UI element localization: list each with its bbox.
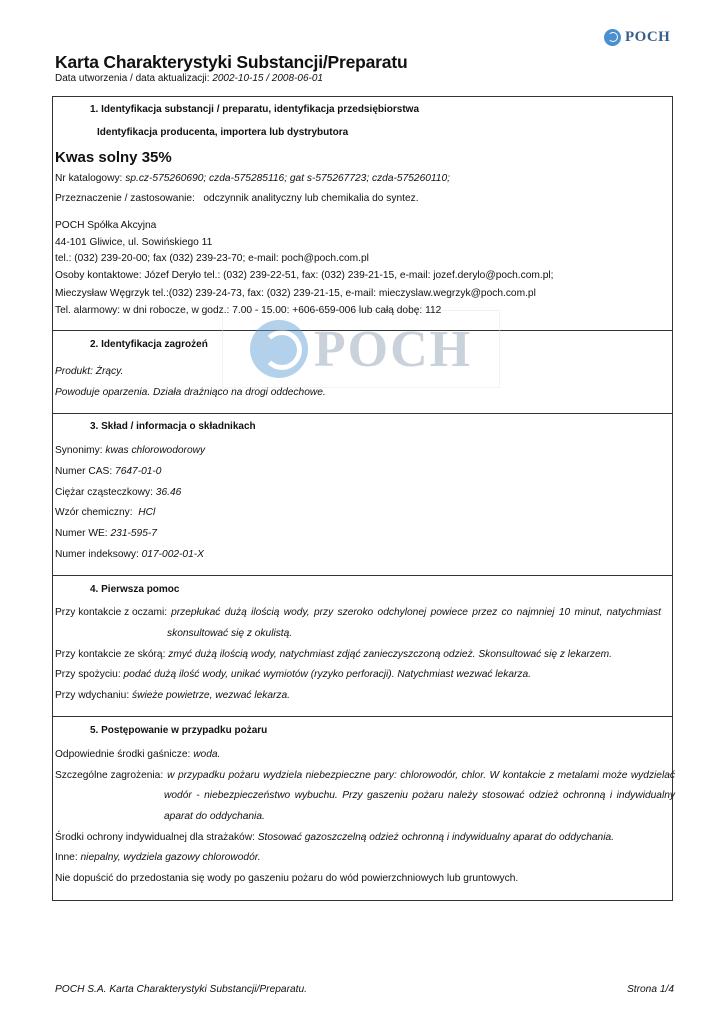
fire-other-value: niepalny, wydziela gazowy chlorowodór. [80, 852, 261, 863]
firefighter-ppe-value: Stosować gazoszczelną odzież ochronną i indywidualny aparat do oddychania. [257, 832, 614, 843]
fire-media [55, 749, 220, 760]
composition-row [55, 507, 155, 518]
composition-value: 36.46 [155, 487, 182, 498]
fire-other-label: Inne: [55, 852, 78, 863]
catalog-label: Nr katalogowy: [55, 173, 123, 184]
composition-value: 017-002-01-X [141, 549, 204, 560]
poch-logo-icon [604, 29, 621, 46]
watermark [222, 310, 500, 388]
fire-other [55, 852, 261, 863]
document-title: Karta Charakterystyki Substancji/Preparatu [55, 52, 408, 72]
watermark-text: POCH [313, 320, 473, 378]
section-5-heading: 5. Postępowanie w przypadku pożaru [90, 725, 268, 736]
company-name: POCH Spółka Akcyjna [55, 220, 157, 231]
first-aid-eyes-label: Przy kontakcie z oczami: [55, 607, 168, 618]
document-dates [55, 73, 323, 84]
hazard-effects-text: Powoduje oparzenia. Działa drażniąco na drogi oddechowe. [55, 387, 326, 398]
composition-row [55, 445, 205, 456]
fire-hazards-value-cont: aparat do oddychania. [164, 811, 265, 822]
first-aid-eyes-value: przepłukać dużą ilością wody, przy szeroko odchylonej powiece przez co najmniej 10 minut, natychmiast [171, 607, 661, 618]
company-address: 44-101 Gliwice, ul. Sowińskiego 11 [55, 237, 213, 248]
composition-label: Numer CAS: [55, 466, 113, 477]
section-divider [52, 575, 673, 576]
composition-value: 231-595-7 [110, 528, 157, 539]
firefighter-ppe-label: Środki ochrony indywidualnej dla strażaków: [55, 832, 255, 843]
contact-person-2: Mieczysław Węgrzyk tel.:(032) 239-24-73, fax: (032) 239-21-15, e-mail: mieczyslaw.wegrzyk@poch.com.pl [55, 288, 536, 299]
composition-row [55, 528, 157, 539]
first-aid-inhalation-value: świeże powietrze, wezwać lekarza. [132, 690, 290, 701]
composition-value: 7647-01-0 [115, 466, 162, 477]
composition-row [55, 487, 181, 498]
section-divider [52, 716, 673, 717]
composition-row [55, 466, 161, 477]
composition-label: Ciężar cząsteczkowy: [55, 487, 153, 498]
fire-media-label: Odpowiednie środki gaśnicze: [55, 749, 191, 760]
logo-text: POCH [625, 28, 671, 45]
first-aid-skin-label: Przy kontakcie ze skórą: [55, 649, 166, 660]
watermark-logo-icon [250, 320, 308, 378]
first-aid-eyes [55, 607, 661, 618]
composition-label: Numer WE: [55, 528, 108, 539]
section-4-heading: 4. Pierwsza pomoc [90, 584, 180, 595]
composition-value: HCl [138, 507, 156, 518]
first-aid-skin-value: zmyć dużą ilością wody, natychmiast zdjąć zanieczyszczoną odzież. Skonsultować się z lekarzem. [168, 649, 612, 660]
purpose-label: Przeznaczenie / zastosowanie: [55, 193, 195, 204]
footer-page-number: Strona 1/4 [626, 984, 674, 995]
company-logo [604, 26, 674, 48]
composition-label: Numer indeksowy: [55, 549, 139, 560]
first-aid-ingestion [55, 669, 531, 680]
catalog-value: sp.cz-575260690; czda-575285116; gat s-575267723; czda-575260110; [125, 173, 450, 184]
dates-value: 2002-10-15 / 2008-06-01 [212, 73, 323, 84]
contact-person-1: Osoby kontaktowe: Józef Deryło tel.: (032) 239-22-51, fax: (032) 239-21-15, e-mail: jozef.derylo@poch.com.pl; [55, 270, 554, 281]
composition-label: Wzór chemiczny: [55, 507, 133, 518]
hazard-product [55, 366, 123, 377]
composition-label: Synonimy: [55, 445, 103, 456]
hazard-product-text: Produkt: Żrący. [55, 366, 124, 377]
section-2-heading: 2. Identyfikacja zagrożeń [90, 339, 208, 350]
section-divider [52, 413, 673, 414]
footer-document-name: POCH S.A. Karta Charakterystyki Substancji/Preparatu. [55, 984, 307, 995]
composition-value: kwas chlorowodorowy [105, 445, 206, 456]
dates-label: Data utworzenia / data aktualizacji: [55, 73, 210, 84]
purpose-value: odczynnik analityczny lub chemikalia do syntez. [203, 193, 419, 204]
section-3-heading: 3. Skład / informacja o składnikach [90, 421, 256, 432]
first-aid-skin [55, 649, 612, 660]
product-name: Kwas solny 35% [55, 149, 172, 166]
emergency-phone: Tel. alarmowy: w dni robocze, w godz.: 7.00 - 15.00: +606-659-006 lub całą dobę: 112 [55, 305, 442, 316]
fire-hazards-value: w przypadku pożaru wydziela niebezpieczne pary: chlorowodór, chlor. W kontakcie z metalami może wydzielać [167, 770, 675, 781]
fire-note: Nie dopuścić do przedostania się wody po gaszeniu pożaru do wód powierzchniowych lub gruntowych. [55, 873, 519, 884]
first-aid-eyes-value-cont: skonsultować się z okulistą. [167, 628, 293, 639]
firefighter-ppe [55, 832, 614, 843]
hazard-effects [55, 387, 326, 398]
first-aid-inhalation [55, 690, 290, 701]
section-1-heading: 1. Identyfikacja substancji / preparatu, identyfikacja przedsiębiorstwa [90, 104, 419, 115]
fire-hazards-value-cont: wodór - niebezpieczeństwo wybuchu. Przy gaszeniu pożaru należy stosować odzież ochronną i indywidualny [164, 790, 675, 801]
purpose [55, 193, 419, 204]
composition-row [55, 549, 204, 560]
fire-hazards-label: Szczególne zagrożenia: [55, 770, 164, 781]
company-contact: tel.: (032) 239-20-00; fax (032) 239-23-70; e-mail: poch@poch.com.pl [55, 253, 369, 264]
first-aid-ingestion-label: Przy spożyciu: [55, 669, 121, 680]
fire-media-value: woda. [193, 749, 221, 760]
first-aid-inhalation-label: Przy wdychaniu: [55, 690, 130, 701]
catalog-number [55, 173, 450, 184]
fire-hazards [55, 770, 675, 781]
section-1-subheading: Identyfikacja producenta, importera lub dystrybutora [97, 127, 349, 138]
first-aid-ingestion-value: podać dużą ilość wody, unikać wymiotów (ryzyko perforacji). Natychmiast wezwać lekarza. [123, 669, 531, 680]
